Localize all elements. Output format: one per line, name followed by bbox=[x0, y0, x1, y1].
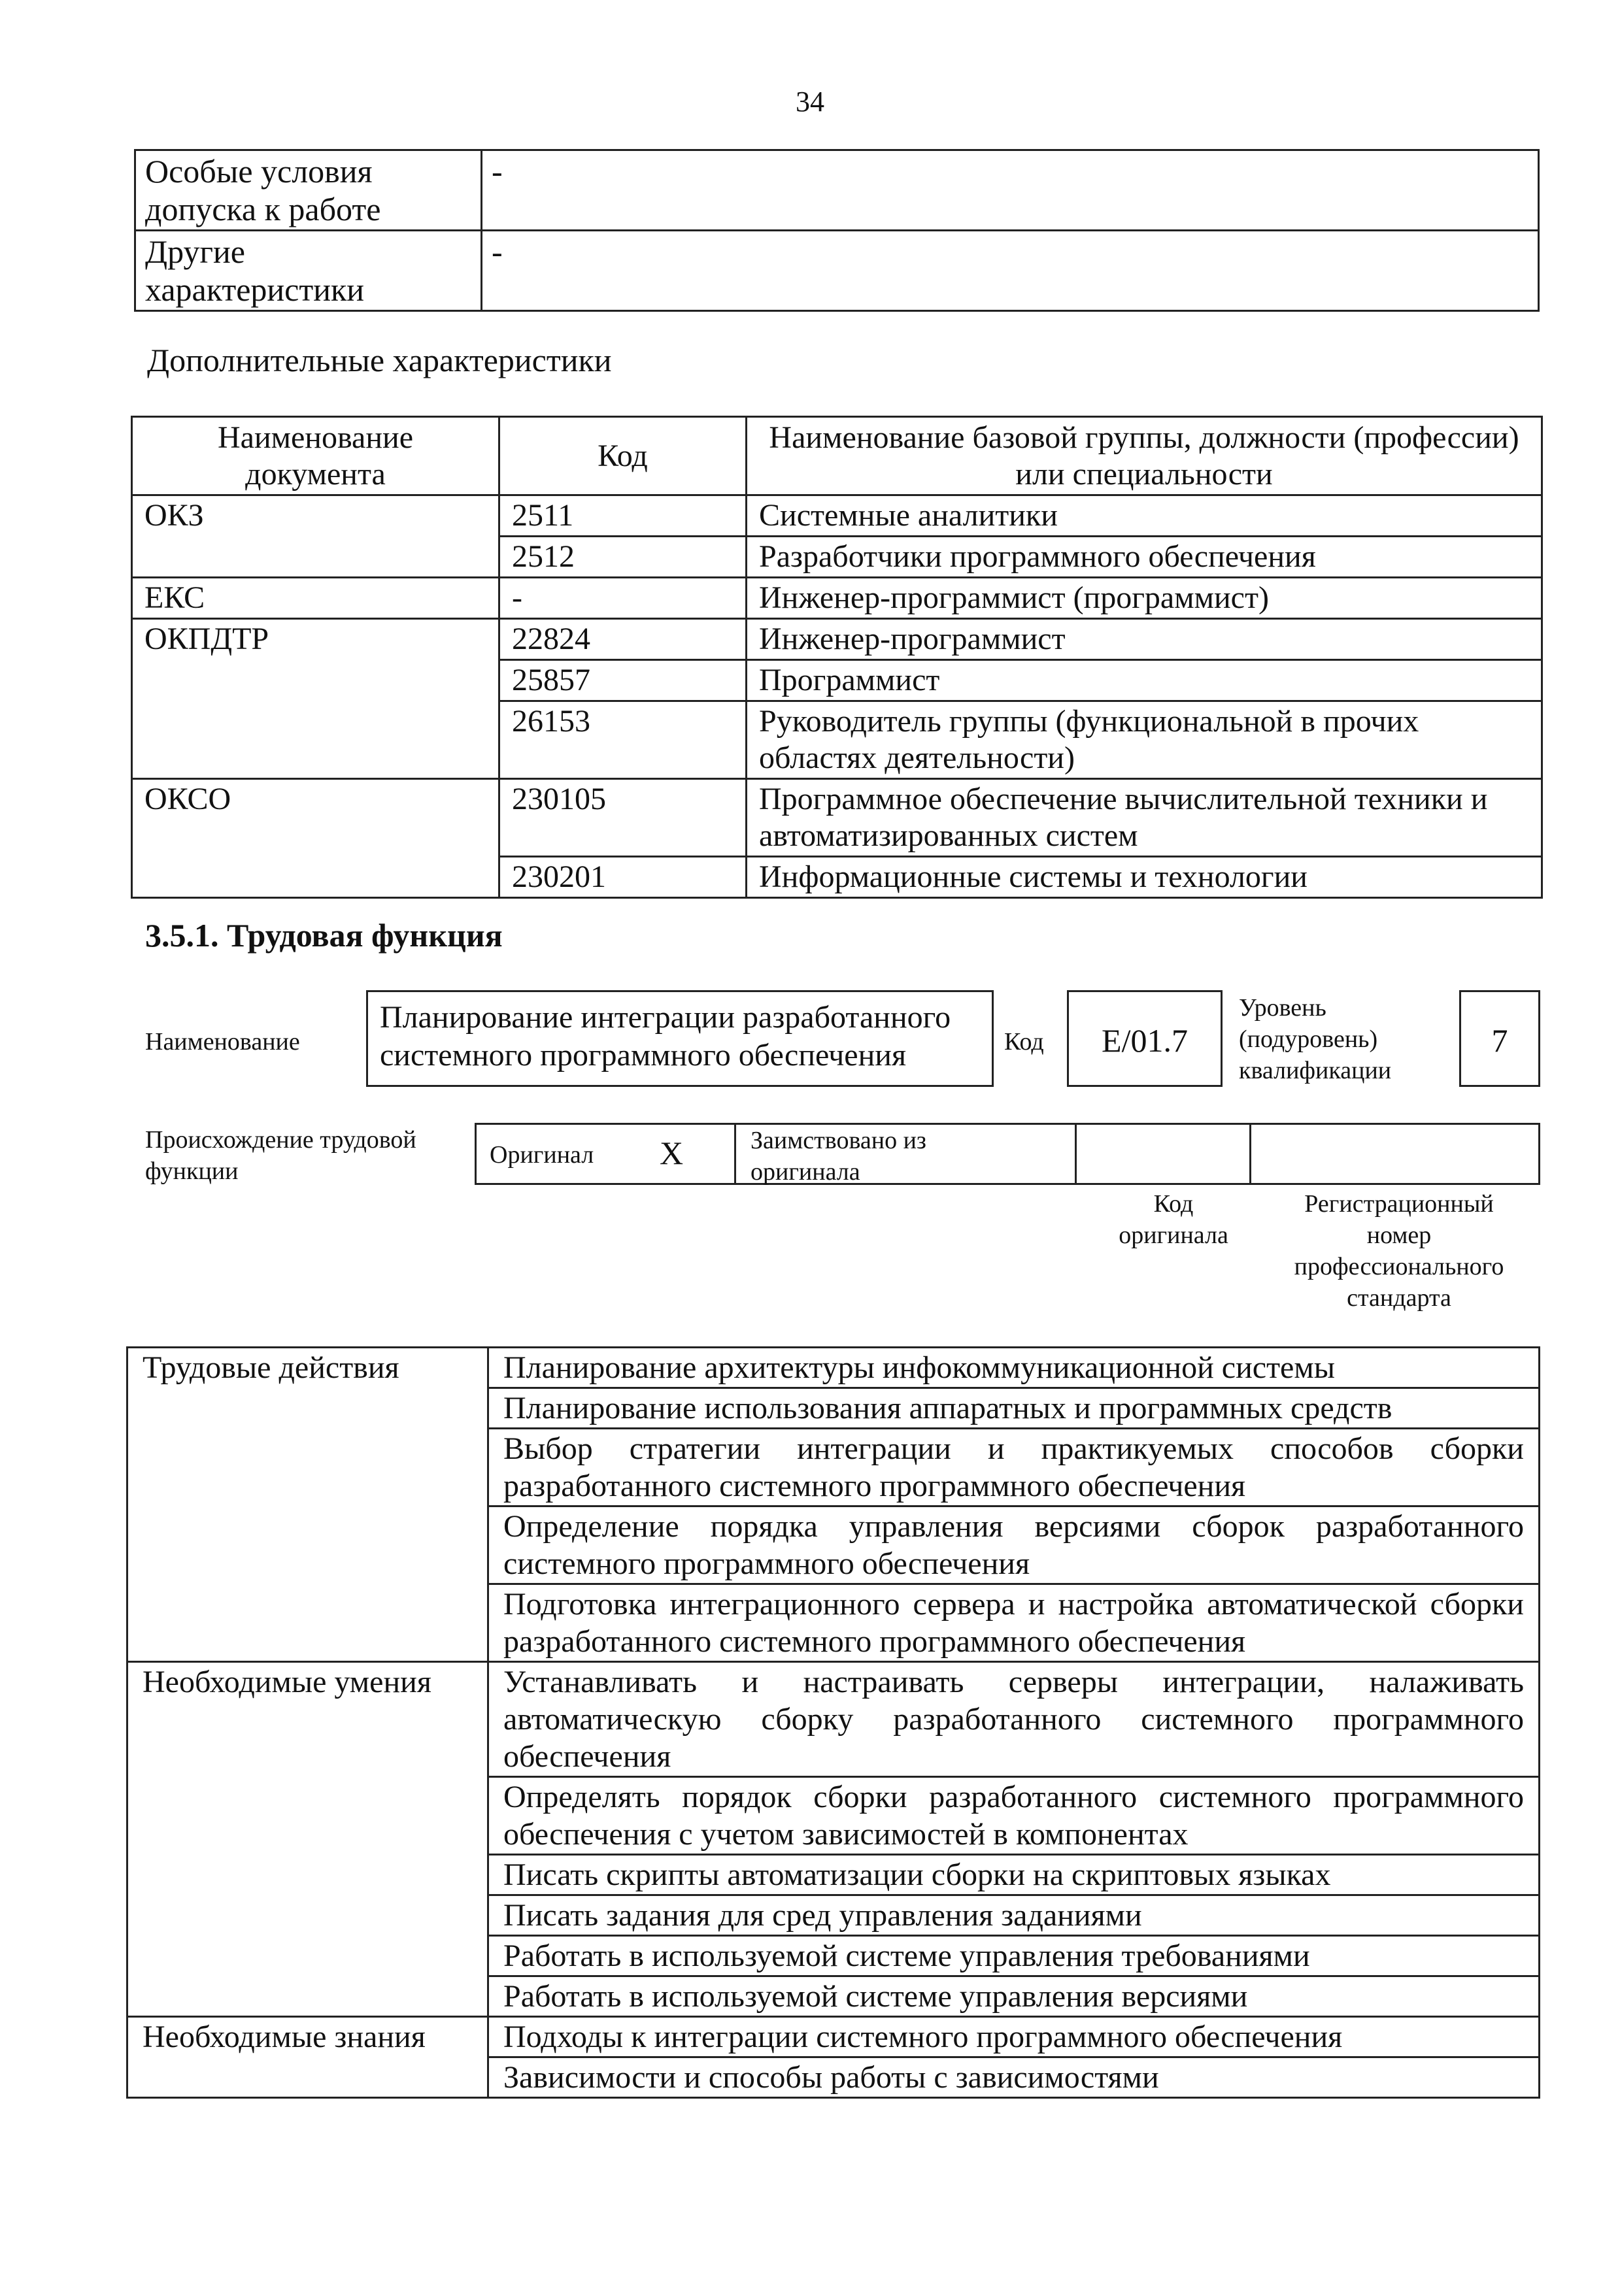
origin-code-box bbox=[1075, 1123, 1251, 1185]
details-table bbox=[126, 1346, 1540, 2099]
conditions-row bbox=[135, 150, 1539, 231]
conditions-table bbox=[134, 149, 1540, 312]
table-row bbox=[132, 578, 1542, 619]
header-name: Наименование базовой группы, должности (профессии) или специальности bbox=[747, 417, 1542, 495]
details-item: Писать задания для сред управления заданиями bbox=[488, 1895, 1540, 1936]
level-box bbox=[1459, 990, 1540, 1087]
conditions-label: Особые условия допуска к работе bbox=[135, 150, 482, 231]
additional-title: Дополнительные характеристики bbox=[147, 342, 612, 378]
conditions-value: - bbox=[482, 150, 1539, 231]
details-label: Необходимые умения bbox=[127, 1662, 488, 2017]
origin-original-box bbox=[475, 1123, 736, 1185]
page-number: 34 bbox=[796, 86, 824, 118]
code-cell: 22824 bbox=[499, 619, 747, 660]
function-code-box bbox=[1067, 990, 1223, 1087]
details-item: Писать скрипты автоматизации сборки на скриптовых языках bbox=[488, 1855, 1540, 1895]
doc-cell: ОКЗ bbox=[132, 495, 499, 578]
conditions-row bbox=[135, 231, 1539, 311]
details-label: Необходимые знания bbox=[127, 2017, 488, 2098]
details-item: Устанавливать и настраивать серверы интеграции, налаживать автоматическую сборку разработанного системного программного обеспечения bbox=[488, 1662, 1540, 1777]
header-code: Код bbox=[499, 417, 747, 495]
name-cell: Руководитель группы (функциональной в прочих областях деятельности) bbox=[747, 701, 1542, 779]
doc-cell: ОКСО bbox=[132, 779, 499, 898]
level-label: Уровень (подуровень) квалификации bbox=[1239, 994, 1392, 1084]
code-cell: - bbox=[499, 578, 747, 619]
function-name-value: Планирование интеграции разработанного системного программного обеспечения bbox=[380, 1000, 951, 1073]
doc-cell: ЕКС bbox=[132, 578, 499, 619]
code-label: Код bbox=[1004, 1028, 1044, 1056]
function-name-box bbox=[366, 990, 994, 1087]
reg-number-caption: Регистрационный номер профессионального стандарта bbox=[1294, 1190, 1504, 1312]
details-item: Работать в используемой системе управления требованиями bbox=[488, 1936, 1540, 1976]
name-cell: Разработчики программного обеспечения bbox=[747, 537, 1542, 578]
original-mark: X bbox=[660, 1135, 684, 1171]
conditions-value: - bbox=[482, 231, 1539, 311]
name-cell: Программное обеспечение вычислительной техники и автоматизированных систем bbox=[747, 779, 1542, 857]
header-doc: Наименование документа bbox=[132, 417, 499, 495]
table-row bbox=[127, 1662, 1540, 1777]
code-cell: 2512 bbox=[499, 537, 747, 578]
name-cell: Программист bbox=[747, 660, 1542, 701]
details-item: Планирование использования аппаратных и программных средств bbox=[488, 1388, 1540, 1429]
table-row bbox=[132, 495, 1542, 537]
name-cell: Информационные системы и технологии bbox=[747, 857, 1542, 898]
details-item: Определять порядок сборки разработанного системного программного обеспечения с учетом зависимостей в компонентах bbox=[488, 1777, 1540, 1855]
code-cell: 26153 bbox=[499, 701, 747, 779]
code-cell: 230201 bbox=[499, 857, 747, 898]
level-value: 7 bbox=[1491, 1022, 1508, 1059]
code-cell: 25857 bbox=[499, 660, 747, 701]
table-row bbox=[127, 1348, 1540, 1388]
details-item: Выбор стратегии интеграции и практикуемых способов сборки разработанного системного программного обеспечения bbox=[488, 1429, 1540, 1506]
details-item: Определение порядка управления версиями сборок разработанного системного программного обеспечения bbox=[488, 1506, 1540, 1584]
origin-borrowed-box bbox=[734, 1123, 1077, 1185]
orig-code-caption: Код оригинала bbox=[1119, 1190, 1228, 1249]
conditions-label: Другие характеристики bbox=[135, 231, 482, 311]
code-cell: 2511 bbox=[499, 495, 747, 537]
code-cell: 230105 bbox=[499, 779, 747, 857]
table-row bbox=[132, 619, 1542, 660]
name-cell: Инженер-программист (программист) bbox=[747, 578, 1542, 619]
details-item: Зависимости и способы работы с зависимостями bbox=[488, 2057, 1540, 2098]
section-heading: 3.5.1. Трудовая функция bbox=[145, 917, 503, 954]
function-code-value: E/01.7 bbox=[1102, 1022, 1188, 1059]
name-cell: Инженер-программист bbox=[747, 619, 1542, 660]
additional-header-row bbox=[132, 417, 1542, 495]
name-cell: Системные аналитики bbox=[747, 495, 1542, 537]
details-item: Подготовка интеграционного сервера и настройка автоматической сборки разработанного системного программного обеспечения bbox=[488, 1584, 1540, 1662]
additional-table bbox=[131, 416, 1543, 899]
original-label: Оригинал bbox=[490, 1141, 594, 1169]
origin-label: Происхождение трудовой функции bbox=[145, 1126, 416, 1185]
details-item: Подходы к интеграции системного программного обеспечения bbox=[488, 2017, 1540, 2057]
table-row bbox=[132, 779, 1542, 857]
details-item: Планирование архитектуры инфокоммуникационной системы bbox=[488, 1348, 1540, 1388]
table-row bbox=[127, 2017, 1540, 2057]
borrowed-label: Заимствовано из оригинала bbox=[751, 1127, 926, 1186]
doc-cell: ОКПДТР bbox=[132, 619, 499, 779]
details-label: Трудовые действия bbox=[127, 1348, 488, 1662]
details-item: Работать в используемой системе управления версиями bbox=[488, 1976, 1540, 2017]
origin-reg-box bbox=[1249, 1123, 1540, 1185]
name-label: Наименование bbox=[145, 1028, 300, 1056]
